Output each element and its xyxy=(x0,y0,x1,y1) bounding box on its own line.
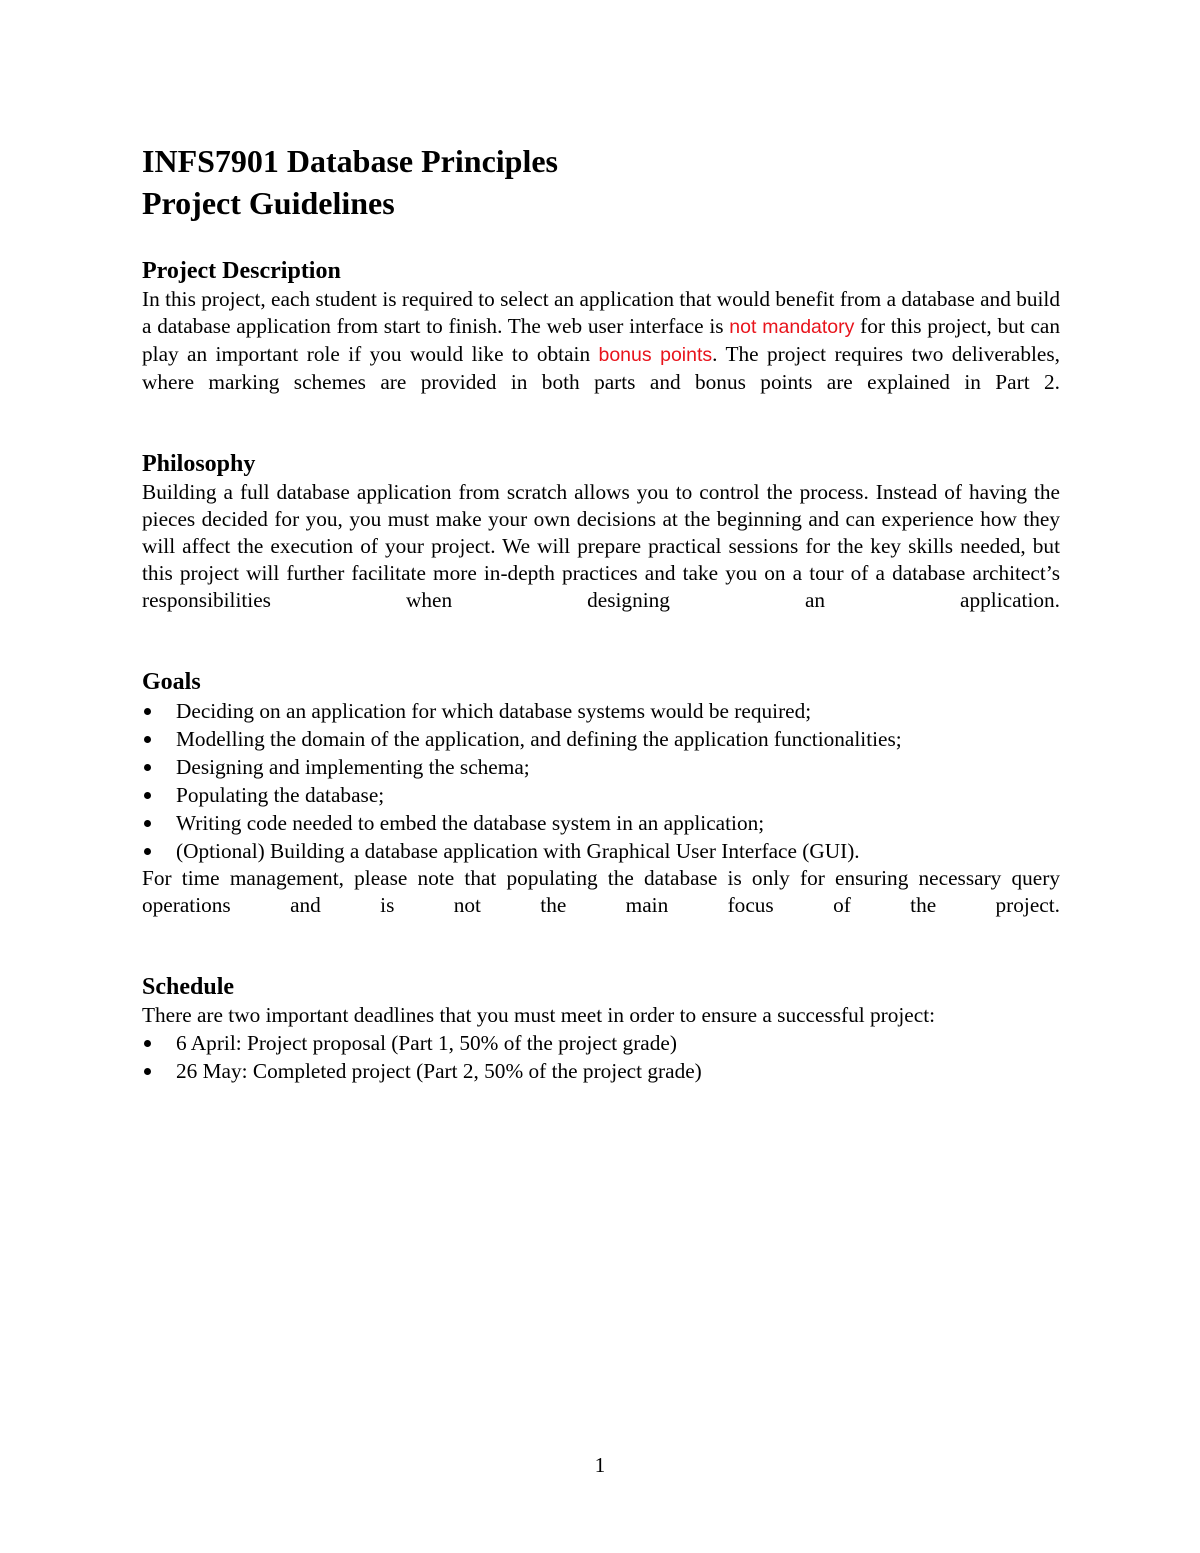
bullet-icon xyxy=(144,1040,151,1047)
philosophy-heading: Philosophy xyxy=(142,451,256,477)
goals-list-item xyxy=(142,809,1060,837)
goal-text: Designing and implementing the schema; xyxy=(176,755,530,779)
goals-note: For time management, please note that populating the database is only for ensuring necessary query operations and is not the main focus of the project. xyxy=(142,866,1060,917)
section-schedule xyxy=(142,972,1060,1085)
document-page xyxy=(142,140,1060,1085)
bullet-icon xyxy=(144,736,151,743)
philosophy-paragraph: Building a full database application from scratch allows you to control the process. Instead of having the pieces decided for you, you must make your own decisions at the beginning and can experience how they will affect the execution of your project. We will prepare practical sessions for the key skills needed, but this project will further facilitate more in-depth practices and take you on a tour of a database architect’s responsibilities when designing an application. xyxy=(142,480,1060,612)
goal-text: (Optional) Building a database application with Graphical User Interface (GUI). xyxy=(176,839,860,863)
goals-list-item xyxy=(142,753,1060,781)
bullet-icon xyxy=(144,764,151,771)
goals-list-item xyxy=(142,697,1060,725)
goals-heading: Goals xyxy=(142,669,201,695)
bullet-icon xyxy=(144,708,151,715)
schedule-heading: Schedule xyxy=(142,974,235,1000)
schedule-list-item xyxy=(142,1057,1060,1085)
goals-list xyxy=(142,697,1060,865)
goals-list-item xyxy=(142,781,1060,809)
document-title xyxy=(142,140,1060,224)
not-mandatory-highlight: not mandatory xyxy=(729,316,855,338)
schedule-list xyxy=(142,1029,1060,1085)
goal-text: Modelling the domain of the application, and defining the application functionalities; xyxy=(176,727,902,751)
schedule-intro: There are two important deadlines that you must meet in order to ensure a successful project: xyxy=(142,1003,936,1027)
project-description-paragraph xyxy=(142,286,1060,423)
section-philosophy xyxy=(142,449,1060,641)
bonus-points-highlight: bonus points xyxy=(598,344,713,366)
bullet-icon xyxy=(144,1068,151,1075)
schedule-list-item xyxy=(142,1029,1060,1057)
goal-text: Deciding on an application for which database systems would be required; xyxy=(176,699,812,723)
title-line-1: INFS7901 Database Principles xyxy=(142,143,558,179)
section-project-description xyxy=(142,256,1060,423)
page-number: 1 xyxy=(594,1453,606,1477)
bullet-icon xyxy=(144,848,151,855)
goal-text: Populating the database; xyxy=(176,783,385,807)
goals-list-item xyxy=(142,725,1060,753)
project-description-text-1: In this project, each student is required to select an application that would benefit from a database and build a database application from start to finish. The web user interface is xyxy=(142,287,1060,338)
deadline-text: 6 April: Project proposal (Part 1, 50% of the project grade) xyxy=(176,1031,677,1055)
project-description-heading: Project Description xyxy=(142,258,341,284)
bullet-icon xyxy=(144,820,151,827)
section-goals xyxy=(142,667,1060,946)
project-description-text-3: . The project requires two deliverables, where marking schemes are provided in both parts and bonus points are explained in Part 2. xyxy=(142,342,1060,394)
goals-list-item xyxy=(142,837,1060,865)
project-description-text-2: for this project, but can play an important role if you would like to obtain xyxy=(142,314,1060,366)
title-line-2: Project Guidelines xyxy=(142,185,395,221)
goal-text: Writing code needed to embed the database system in an application; xyxy=(176,811,765,835)
bullet-icon xyxy=(144,792,151,799)
deadline-text: 26 May: Completed project (Part 2, 50% of the project grade) xyxy=(176,1059,702,1083)
